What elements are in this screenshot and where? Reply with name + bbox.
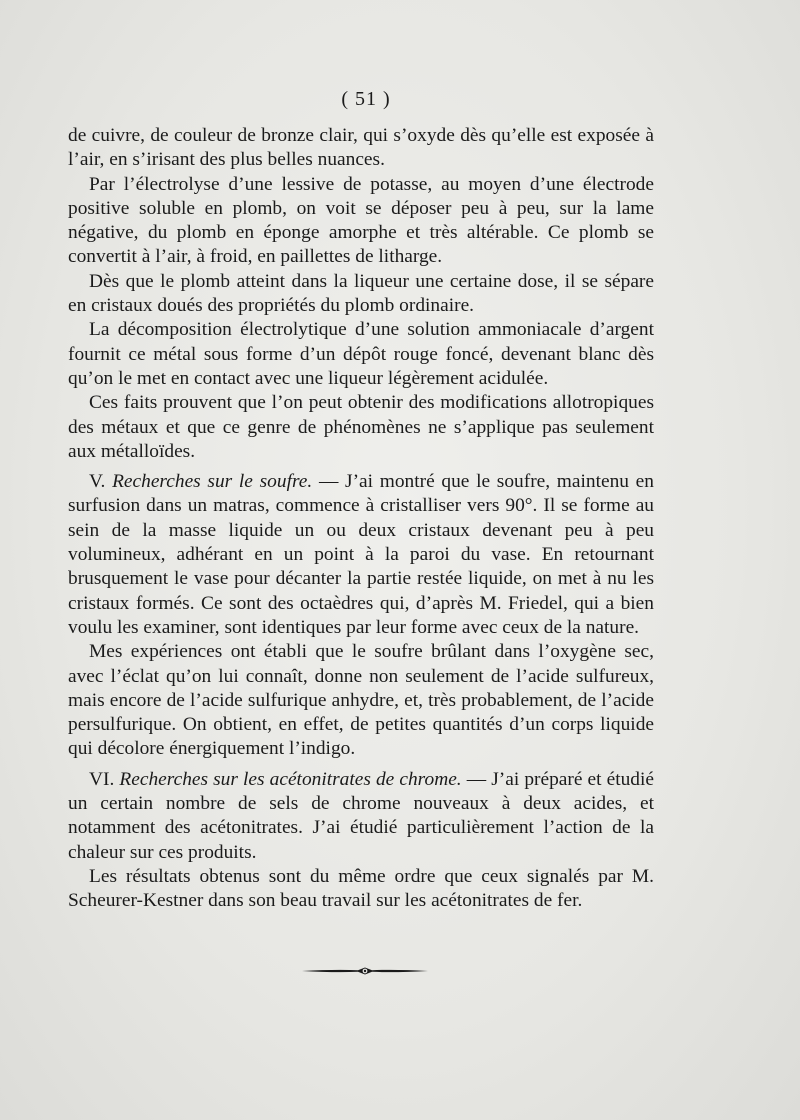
- paragraph-allotropic-conclusion: [68, 391, 654, 464]
- section-number: VI.: [89, 768, 115, 790]
- paragraph-text: Ces faits prouvent que l’on peut obtenir des modifications allotropiques des métaux et que ce genre de phénomènes ne s’applique pas seulement aux métalloïdes.: [68, 392, 654, 462]
- page-number: ( 51 ): [341, 88, 391, 110]
- paragraph-text: Les résultats obtenus sont du même ordre que ceux signalés par M. Scheurer-Kestner dans son beau travail sur les acétonitrates de fer.: [68, 865, 654, 912]
- paragraph-sulfur-oxygen: [68, 640, 654, 761]
- paragraph-text: — J’ai montré que le soufre, maintenu en surfusion dans un matras, commence à cristalliser vers 90°. Il se forme au sein de la masse liquide un ou deux cristaux devenant peu à peu volumineux, adhérant en un point à la paroi du vase. En retournant brusquement le vase pour décanter la partie restée liquide, on met à nu les cristaux formés. Ce sont des octaèdres qui, d’après M. Friedel, qui a bien voulu les examiner, sont identiques par leur forme avec ceux de la nature.: [68, 471, 654, 638]
- section-vi-chromium: [68, 768, 654, 865]
- fleuron-divider-icon: [300, 963, 430, 979]
- paragraph-text: La décomposition électrolytique d’une solution ammoniacale d’argent fournit ce métal sous forme d’un dépôt rouge foncé, devenant blanc dès qu’on le met en contact avec une liqueur légèrement acidulée.: [68, 319, 654, 389]
- paragraph-silver-decomposition: [68, 318, 654, 391]
- paragraph-text: Dès que le plomb atteint dans la liqueur une certaine dose, il se sépare en cristaux doués des propriétés du plomb ordinaire.: [68, 270, 654, 317]
- section-number: V.: [89, 471, 106, 493]
- section-heading: Recherches sur les acétonitrates de chrome.: [119, 768, 462, 790]
- paragraph-text: Par l’électrolyse d’une lessive de potasse, au moyen d’une électrode positive soluble en plomb, on voit se déposer peu à peu, sur la lame négative, du plomb en éponge amorphe et très altérable. Ce plomb se convertit à l’air, à froid, en paillettes de litharge.: [68, 173, 654, 268]
- paragraph-text: de cuivre, de couleur de bronze clair, qui s’oxyde dès qu’elle est exposée à l’air, en s’irisant des plus belles nuances.: [68, 125, 654, 171]
- paragraph-continuation: [68, 124, 654, 173]
- section-heading: Recherches sur le soufre.: [112, 471, 313, 493]
- section-v-sulfur: [68, 470, 654, 640]
- paragraph-text: — J’ai préparé et étudié un certain nombre de sels de chrome nouveaux à deux acides, et notamment des acétonitrates. J’ai étudié particulièrement l’action de la chaleur sur ces produits.: [68, 768, 654, 863]
- paragraph-results: [68, 865, 654, 914]
- paragraph-text: Mes expériences ont établi que le soufre brûlant dans l’oxygène sec, avec l’éclat qu’on lui connaît, donne non seulement de l’acide sulfureux, mais encore de l’acide sulfurique anhydre, et, très probablement, de l’acide persulfurique. On obtient, en effet, de petites quantités d’un corps liquide qui décolore énergiquement l’indigo.: [68, 641, 654, 760]
- paragraph-lead-crystals: [68, 270, 654, 319]
- body-text: [68, 124, 654, 914]
- paragraph-electrolysis-lead: [68, 173, 654, 270]
